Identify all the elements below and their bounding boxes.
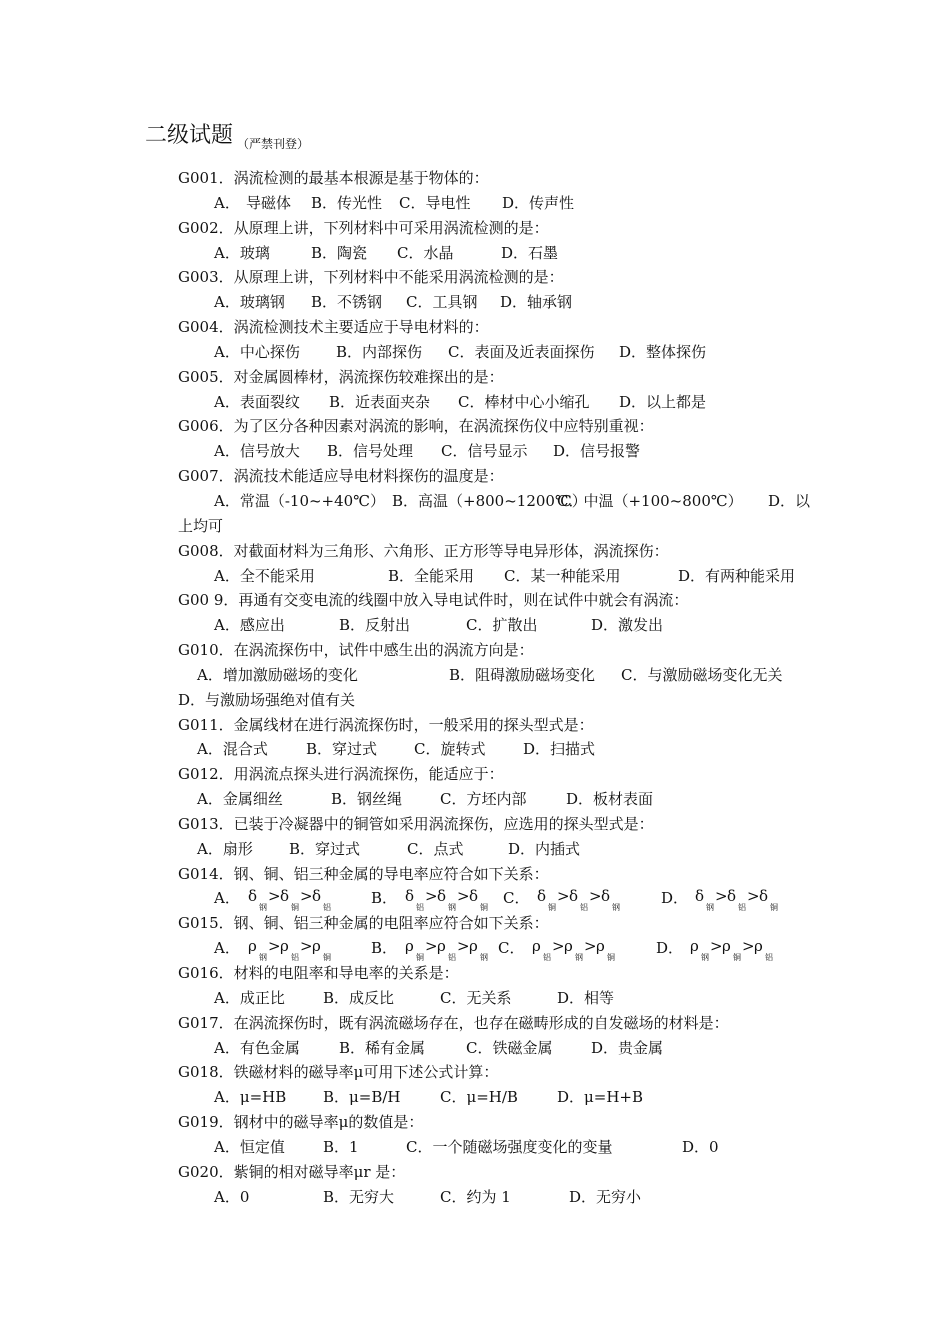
answer-option: D．以	[768, 491, 811, 510]
question-stem: G007．涡流技术能适应导电材料探伤的温度是：	[178, 467, 504, 486]
symbol-subscript: 铜	[480, 903, 488, 913]
answer-option: B．全能采用	[388, 566, 475, 585]
answer-options	[0, 737, 950, 762]
answer-option: D．轴承钢	[500, 293, 573, 312]
answer-options	[0, 290, 950, 315]
answer-option: D．整体探伤	[619, 342, 707, 361]
question-stem: G013．已装于冷凝器中的铜管如采用涡流探伤，应选用的探头型式是：	[178, 814, 654, 833]
answer-option: C．无关系	[440, 988, 512, 1007]
answer-option: D．0	[682, 1137, 719, 1156]
question-stem: G010．在涡流探伤中，试件中感生出的涡流方向是：	[178, 641, 534, 660]
answer-option: A．玻璃钢	[214, 293, 285, 312]
answer-options	[0, 936, 950, 961]
answer-option: A．中心探伤	[214, 342, 300, 361]
relation-sign: >	[584, 937, 597, 956]
answer-option: B．近表面夹杂	[329, 392, 431, 411]
relation-sign: >	[457, 937, 470, 956]
question-stem: G008．对截面材料为三角形、六角形、正方形等导电异形体，涡流探伤：	[178, 541, 669, 560]
relation-sign: >	[747, 887, 760, 906]
answer-option: C．μ=H/B	[440, 1088, 518, 1107]
relation-sign: >	[268, 887, 281, 906]
answer-option: B．穿过式	[306, 740, 378, 759]
symbol-subscript: 钢	[480, 953, 488, 963]
symbol-subscript: 铝	[580, 903, 588, 913]
answer-options	[0, 837, 950, 862]
question-stem: G006．为了区分各种因素对涡流的影响，在涡流探伤仪中应特别重视：	[178, 417, 654, 436]
relation-sign: >	[557, 887, 570, 906]
answer-options	[0, 1185, 950, 1210]
answer-option: C．与激励磁场变化无关	[621, 665, 783, 684]
symbol-subscript: 铝	[765, 953, 773, 963]
symbol-glyph: δ	[405, 887, 415, 906]
answer-option: B．无穷大	[323, 1187, 395, 1206]
answer-option: C．棒材中心小缩孔	[458, 392, 590, 411]
question-continuation: D．与激励场强绝对值有关	[178, 690, 356, 709]
answer-option: B．反射出	[339, 616, 411, 635]
symbol-glyph: δ	[601, 887, 611, 906]
relation-sign: >	[710, 937, 723, 956]
symbol-subscript: 铝	[543, 953, 551, 963]
relation-sign: >	[425, 887, 438, 906]
answer-option-label: B．	[371, 889, 398, 908]
answer-option: A．信号放大	[214, 442, 300, 461]
answer-options	[0, 1036, 950, 1061]
answer-option: C．扩散出	[466, 616, 538, 635]
answer-option: D．内插式	[508, 839, 581, 858]
symbol-glyph: δ	[280, 887, 290, 906]
answer-option-label: C．	[503, 889, 530, 908]
relation-sign: >	[457, 887, 470, 906]
symbol-glyph: δ	[695, 887, 705, 906]
answer-option: B．信号处理	[327, 442, 414, 461]
question-stem: G014．钢、铜、铝三种金属的导电率应符合如下关系：	[178, 864, 549, 883]
symbol-glyph: ρ	[690, 937, 699, 956]
answer-options	[0, 886, 950, 911]
answer-option: D．石墨	[501, 243, 559, 262]
symbol-glyph: ρ	[469, 937, 478, 956]
symbol-glyph: δ	[437, 887, 447, 906]
answer-options	[0, 1135, 950, 1160]
answer-options	[0, 663, 950, 688]
answer-option: B．高温（+800~1200℃）	[392, 491, 587, 510]
answer-option: D．相等	[557, 988, 615, 1007]
question-continuation: 上均可	[178, 516, 224, 535]
title-text: 二级试题	[145, 123, 234, 148]
answer-options	[0, 489, 950, 514]
answer-option: A．	[214, 193, 240, 212]
answer-option: A．扇形	[197, 839, 253, 858]
answer-option: A．μ=HB	[214, 1088, 287, 1107]
answer-option: B．成反比	[323, 988, 395, 1007]
answer-option: D．μ=H+B	[557, 1088, 644, 1107]
question-stem: G015．钢、铜、铝三种金属的电阻率应符合如下关系：	[178, 914, 549, 933]
relation-sign: >	[300, 887, 313, 906]
symbol-glyph: ρ	[564, 937, 573, 956]
symbol-subscript: 铜	[548, 903, 556, 913]
symbol-subscript: 铝	[448, 953, 456, 963]
answer-option: A．0	[214, 1187, 250, 1206]
answer-option: A．常温（-10~+40℃）	[214, 491, 385, 510]
answer-option: A．混合式	[197, 740, 268, 759]
answer-option-label: D．	[656, 939, 684, 958]
answer-option: D．激发出	[591, 616, 664, 635]
answer-option: C．旋转式	[414, 740, 486, 759]
answer-option: C．工具钢	[406, 293, 478, 312]
symbol-glyph: ρ	[722, 937, 731, 956]
answer-option: A．恒定值	[214, 1137, 285, 1156]
symbol-glyph: ρ	[532, 937, 541, 956]
title-note: （严禁刊登）	[237, 137, 310, 151]
answer-option: B．阻碍激励磁场变化	[449, 665, 596, 684]
answer-option-label: A．	[214, 939, 240, 958]
answer-option: A．金属细丝	[197, 790, 283, 809]
question-list	[0, 166, 950, 1209]
symbol-glyph: ρ	[312, 937, 321, 956]
symbol-subscript: 铝	[738, 903, 746, 913]
question-stem: G020．紫铜的相对磁导率μr 是：	[178, 1162, 406, 1181]
symbol-subscript: 铜	[733, 953, 741, 963]
answer-option-label: D．	[661, 889, 689, 908]
answer-option: C．导电性	[399, 193, 471, 212]
answer-options	[0, 986, 950, 1011]
answer-option: D．信号报警	[553, 442, 641, 461]
question-stem: G005．对金属圆棒材，涡流探伤较难探出的是：	[178, 367, 504, 386]
answer-options	[0, 340, 950, 365]
symbol-glyph: δ	[727, 887, 737, 906]
symbol-subscript: 铜	[416, 953, 424, 963]
answer-option: C．某一种能采用	[504, 566, 621, 585]
symbol-glyph: δ	[759, 887, 769, 906]
symbol-subscript: 钢	[259, 903, 267, 913]
answer-option: C．一个随磁场强度变化的变量	[406, 1137, 613, 1156]
symbol-subscript: 钢	[259, 953, 267, 963]
answer-option: C．水晶	[397, 243, 454, 262]
answer-option: A．表面裂纹	[214, 392, 300, 411]
answer-option: B．钢丝绳	[331, 790, 403, 809]
question-stem: G018．铁磁材料的磁导率μ可用下述公式计算：	[178, 1063, 499, 1082]
answer-option: C．表面及近表面探伤	[448, 342, 595, 361]
answer-option: D．扫描式	[523, 740, 596, 759]
answer-option: B．穿过式	[289, 839, 361, 858]
relation-sign: >	[268, 937, 281, 956]
answer-option: B．1	[323, 1137, 359, 1156]
answer-option: B．稀有金属	[339, 1038, 426, 1057]
answer-option: D．板材表面	[566, 790, 654, 809]
answer-option: D．贵金属	[591, 1038, 664, 1057]
question-stem: G004．涡流检测技术主要适应于导电材料的：	[178, 318, 489, 337]
answer-options	[0, 787, 950, 812]
relation-sign: >	[425, 937, 438, 956]
answer-option: C．方坯内部	[440, 790, 527, 809]
answer-option: B．不锈钢	[311, 293, 383, 312]
answer-options	[0, 1085, 950, 1110]
question-stem: G016．材料的电阻率和导电率的关系是：	[178, 964, 459, 982]
answer-option: D．有两种能采用	[678, 566, 796, 585]
symbol-subscript: 钢	[706, 903, 714, 913]
symbol-subscript: 铜	[291, 903, 299, 913]
symbol-glyph: ρ	[405, 937, 414, 956]
symbol-subscript: 铝	[416, 903, 424, 913]
relation-sign: >	[715, 887, 728, 906]
symbol-subscript: 铝	[291, 953, 299, 963]
question-stem: G003．从原理上讲，下列材料中不能采用涡流检测的是：	[178, 268, 564, 287]
answer-option: B．陶瓷	[311, 243, 368, 262]
answer-option: D．传声性	[502, 193, 575, 212]
answer-option-label: C．	[498, 939, 525, 958]
answer-option: A．有色金属	[214, 1038, 300, 1057]
symbol-subscript: 钢	[612, 903, 620, 913]
answer-options	[0, 390, 950, 415]
answer-option: C．约为 1	[440, 1187, 511, 1206]
answer-options	[0, 191, 950, 216]
answer-option: B．内部探伤	[336, 342, 423, 361]
question-stem: G002．从原理上讲，下列材料中可采用涡流检测的是：	[178, 218, 549, 237]
answer-option: A．感应出	[214, 616, 285, 635]
answer-options	[0, 564, 950, 589]
symbol-glyph: ρ	[280, 937, 289, 956]
answer-option: A．全不能采用	[214, 566, 315, 585]
symbol-glyph: δ	[537, 887, 547, 906]
answer-option: D．以上都是	[619, 392, 707, 411]
symbol-glyph: δ	[248, 887, 258, 906]
answer-option: A．增加激励磁场的变化	[197, 665, 358, 684]
answer-option: C．信号显示	[441, 442, 528, 461]
question-stem: G00 9．再通有交变电流的线圈中放入导电试件时，则在试件中就会有涡流：	[178, 591, 689, 610]
answer-option-label: B．	[371, 939, 398, 958]
question-stem: G012．用涡流点探头进行涡流探伤，能适应于：	[178, 765, 504, 784]
symbol-glyph: δ	[569, 887, 579, 906]
answer-options	[0, 241, 950, 266]
answer-option: B．μ=B/H	[323, 1088, 401, 1107]
symbol-subscript: 铜	[323, 953, 331, 963]
symbol-glyph: ρ	[754, 937, 763, 956]
answer-option: C．中温（+100~800℃）	[557, 491, 743, 510]
answer-option: A．玻璃	[214, 243, 270, 262]
question-stem: G011．金属线材在进行涡流探伤时，一般采用的探头型式是：	[178, 715, 594, 734]
symbol-glyph: ρ	[248, 937, 257, 956]
symbol-subscript: 铝	[323, 903, 331, 913]
question-stem: G017．在涡流探伤时，既有涡流磁场存在，也存在磁畴形成的自发磁场的材料是：	[178, 1013, 729, 1032]
symbol-subscript: 钢	[701, 953, 709, 963]
symbol-subscript: 铜	[770, 903, 778, 913]
symbol-glyph: ρ	[437, 937, 446, 956]
symbol-glyph: δ	[312, 887, 322, 906]
relation-sign: >	[300, 937, 313, 956]
answer-option: 导磁体	[246, 193, 292, 212]
symbol-subscript: 铜	[607, 953, 615, 963]
relation-sign: >	[589, 887, 602, 906]
answer-option: A．成正比	[214, 988, 285, 1007]
relation-sign: >	[742, 937, 755, 956]
answer-option: C．点式	[407, 839, 464, 858]
question-stem: G019．钢材中的磁导率μ的数值是：	[178, 1113, 424, 1132]
relation-sign: >	[552, 937, 565, 956]
question-stem: G001．涡流检测的最基本根源是基于物体的：	[178, 169, 489, 187]
symbol-glyph: δ	[469, 887, 479, 906]
answer-option-label: A．	[214, 889, 240, 908]
answer-options	[0, 613, 950, 638]
answer-options	[0, 439, 950, 464]
answer-option: B．传光性	[311, 193, 383, 212]
symbol-glyph: ρ	[596, 937, 605, 956]
symbol-subscript: 钢	[575, 953, 583, 963]
answer-option: D．无穷小	[569, 1187, 642, 1206]
symbol-subscript: 钢	[448, 903, 456, 913]
answer-option: C．铁磁金属	[466, 1038, 553, 1057]
page-title	[145, 122, 309, 158]
